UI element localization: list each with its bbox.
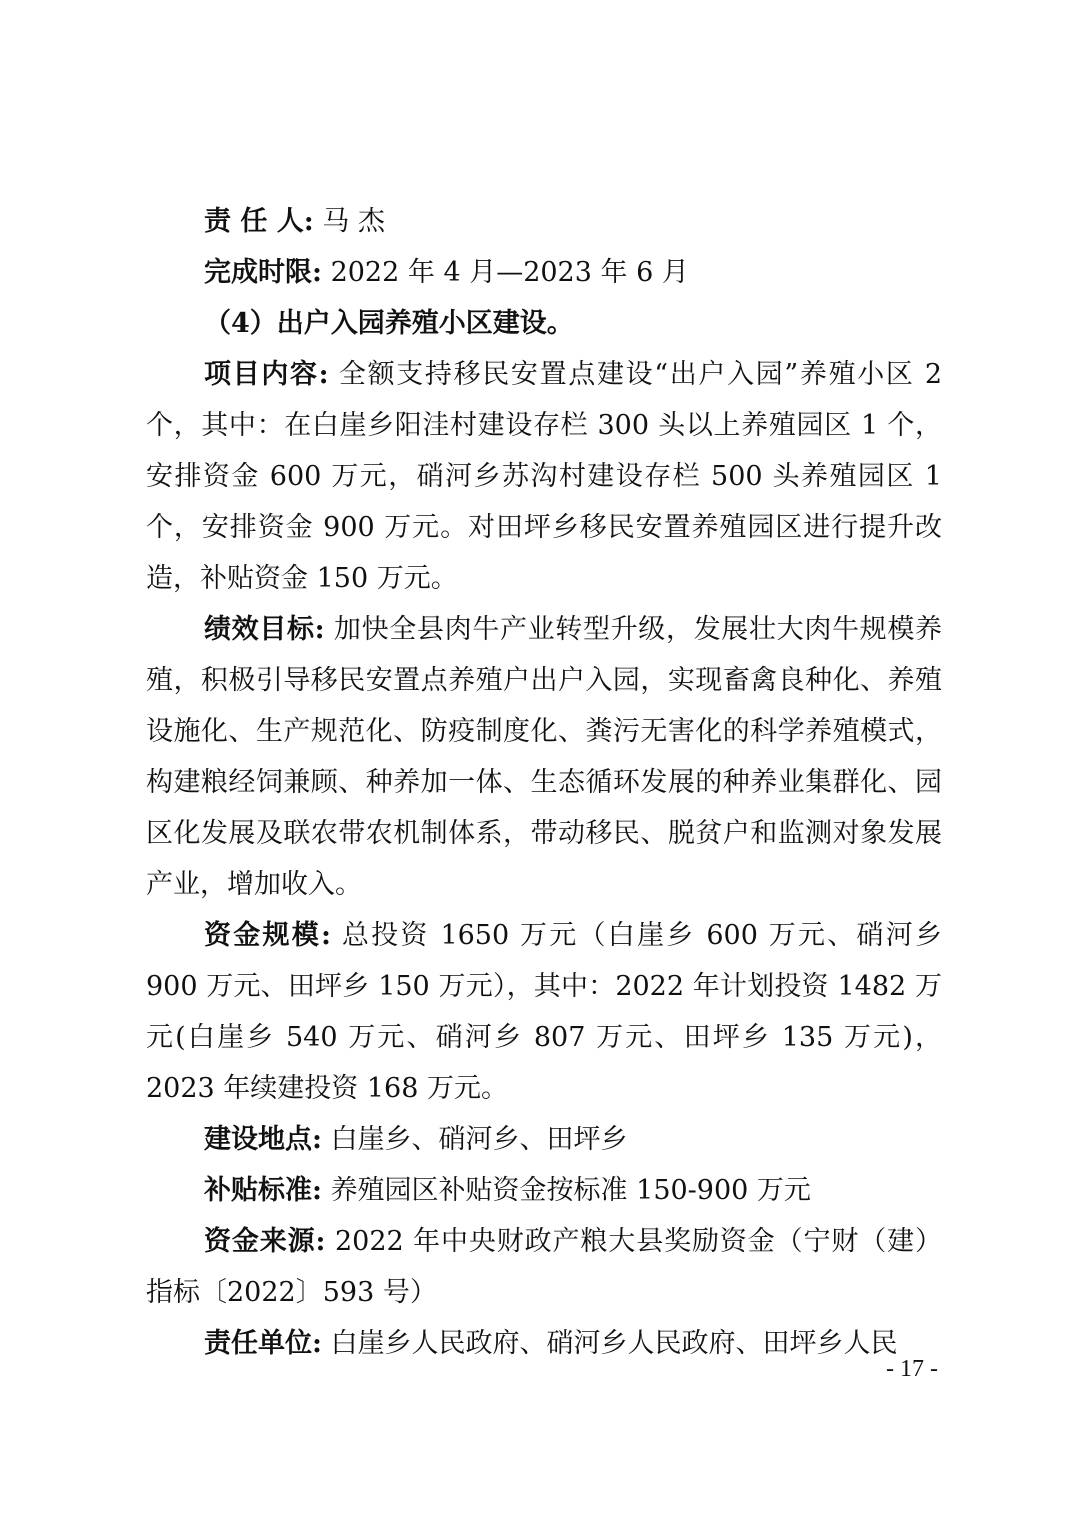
- deadline-label: 完成时限:: [204, 257, 322, 288]
- responsible-person-line: [146, 196, 942, 247]
- performance-goal-value: 加快全县肉牛产业转型升级，发展壮大肉牛规模养殖，积极引导移民安置点养殖户出户入园，实现畜禽良种化、养殖设施化、生产规范化、防疫制度化、粪污无害化的科学养殖模式，构建粮经饲兼顾、种养加一体、生态循环发展的种养业集群化、园区化发展及联农带农机制体系，带动移民、脱贫户和监测对象发展产业，增加收入。: [146, 614, 943, 900]
- responsible-unit-value: 白崖乡人民政府、硝河乡人民政府、田坪乡人民: [330, 1328, 898, 1359]
- fund-source-label: 资金来源:: [204, 1226, 326, 1257]
- location-line: [146, 1114, 942, 1165]
- section-heading: （4）出户入园养殖小区建设。: [204, 308, 574, 339]
- responsible-person-label: 责 任 人:: [204, 206, 314, 237]
- project-content-value: 全额支持移民安置点建设“出户入园”养殖小区 2 个，其中：在白崖乡阳洼村建设存栏 300 头以上养殖园区 1 个，安排资金 600 万元，硝河乡苏沟村建设存栏 500 头养殖园区 1 个，安排资金 900 万元。对田坪乡移民安置养殖园区进行提升改造，补贴资金 150 万元。: [146, 359, 943, 594]
- deadline-value: 2022 年 4 月—2023 年 6 月: [330, 257, 689, 288]
- fund-scale-paragraph: [146, 910, 942, 1114]
- subsidy-standard-value: 养殖园区补贴资金按标准 150-900 万元: [330, 1175, 811, 1206]
- performance-goal-label: 绩效目标:: [204, 614, 325, 645]
- fund-scale-value: 总投资 1650 万元（白崖乡 600 万元、硝河乡 900 万元、田坪乡 150 万元），其中：2022 年计划投资 1482 万元(白崖乡 540 万元、硝河乡 807 万元、田坪乡 135 万元)，2023 年续建投资 168 万元。: [146, 920, 943, 1104]
- location-label: 建设地点:: [204, 1124, 322, 1155]
- performance-goal-paragraph: [146, 604, 942, 910]
- responsible-unit-label: 责任单位:: [204, 1328, 322, 1359]
- fund-source-value: 2022 年中央财政产粮大县奖励资金（宁财（建）指标〔2022〕593 号）: [146, 1226, 942, 1308]
- subsidy-standard-label: 补贴标准:: [204, 1175, 322, 1206]
- fund-source-paragraph: [146, 1216, 942, 1318]
- deadline-line: [146, 247, 942, 298]
- project-content-label: 项目内容:: [204, 359, 329, 390]
- project-content-paragraph: [146, 349, 942, 604]
- document-body: [146, 196, 942, 1369]
- subsidy-standard-line: [146, 1165, 942, 1216]
- responsible-person-value: 马 杰: [322, 206, 385, 237]
- page-number: - 17 -: [886, 1356, 938, 1382]
- responsible-unit-line: [146, 1318, 942, 1369]
- fund-scale-label: 资金规模:: [204, 920, 331, 951]
- location-value: 白崖乡、硝河乡、田坪乡: [330, 1124, 628, 1155]
